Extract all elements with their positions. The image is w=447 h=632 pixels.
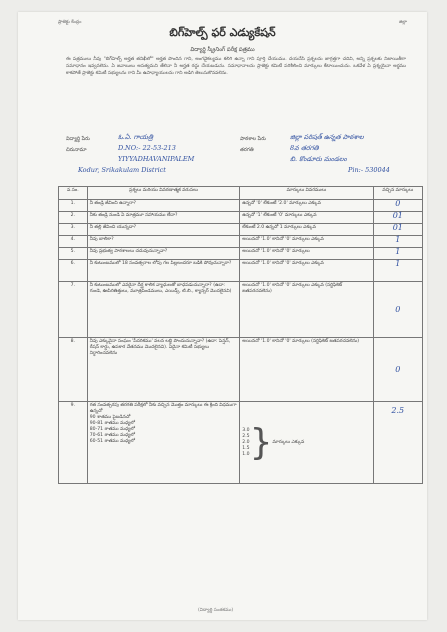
row-question: నీవు బాలికా? — [87, 236, 240, 248]
document-subtitle: విద్యార్థి స్క్రీనింగ్ పరీక్ష పత్రము — [190, 47, 255, 53]
row-marks: అయినచో '1.0' కానిచో '0' మార్కులు — [240, 248, 373, 260]
school-name-value: జిల్లా పరిషత్ ఉన్నత పాఠశాల — [290, 133, 364, 141]
row-marks: అయినచో '1.0' కానిచో '0' మార్కులు ఎక్కువ — [240, 236, 373, 248]
row-number: 8. — [59, 338, 88, 402]
table-header-row — [59, 187, 423, 200]
row-question: నీవు ఎక్కువైనా సంఘం 'పేదరికము' వలన లబ్ధి పొందుచున్నావా? (ఉదా: పెన్షన్, రేషన్ కార్డు, ఉపకార వేతనము మొదలైనవి). ఏదైనా కమిటీ సభ్యులు నిర్ధారించవలెను — [87, 338, 240, 402]
header-right: జిల్లా — [398, 20, 407, 25]
grade-points-1: 2.5 — [242, 433, 250, 439]
grade-range-3: 70-61 శాతము మధ్యలో — [89, 433, 135, 438]
row-question-grades — [87, 402, 240, 484]
table-row — [59, 248, 423, 260]
row-number: 6. — [59, 260, 88, 282]
row-score: 2.5 — [373, 402, 422, 484]
grade-points-list — [242, 428, 249, 458]
row-marks: అయినచో '1.0' కానిచో '0' మార్కులు ఎక్కువ — [240, 260, 373, 282]
row-number: 5. — [59, 248, 88, 260]
row-score: 0 — [373, 282, 422, 338]
row-question: నీ కుటుంబములో 18 సంవత్సరాల లోపు గల పిల్లలందరూ బడికి పోవుచున్నారా? — [87, 260, 240, 282]
grade-points-cell — [240, 402, 373, 484]
table-row — [59, 282, 423, 338]
col-marks-detail: మార్కులు వివరములు — [240, 187, 373, 200]
grade-points-4: 1.0 — [242, 451, 250, 457]
row-question: నీ తండ్రి జీవించి ఉన్నారా? — [87, 200, 240, 212]
row-number: 7. — [59, 282, 88, 338]
footer-signature: (విద్యార్థి సంతకము) — [198, 608, 234, 613]
row-question: నీ కుటుంబములో ఎవరైనా దీర్ఘ కాలిక వ్యాధులతో బాధపడుచున్నారా? (ఉదా: గుండె, ఊపిరితిత్తులు, మూత్రపిండములు, ఎయిడ్స్, టి.బి., క్యాన్సర్ మొదలైనవి) — [87, 282, 240, 338]
row-number: 9. — [59, 402, 88, 484]
row-marks: ఉన్నచో '0' లేకుంటే '2.0' మార్కులు ఎక్కువ — [240, 200, 373, 212]
address-value: D.NO:- 22-53-213 — [118, 144, 176, 152]
row-marks: లేకుంటే 2.0 ఉన్నచో 1 మార్కులు ఎక్కువ — [240, 224, 373, 236]
class-value: 8వ తరగతి — [290, 144, 319, 152]
row-question: గత సంవత్సరపు తరగతి పరీక్షలో నీకు వచ్చిన మొత్తం మార్కులు ఈ క్రింది విధముగా ఉన్నచో — [89, 403, 237, 414]
grade-range-0: 90 శాతము పైబడినచో — [89, 415, 131, 420]
pin-value: Pin:- 530044 — [348, 166, 390, 174]
row-marks: ఉన్నచో '1' లేకుంటే '0' మార్కులు ఎక్కువ — [240, 212, 373, 224]
grade-range-1: 90-81 శాతము మధ్యలో — [89, 421, 135, 426]
screening-table — [58, 186, 423, 484]
row-question: నీ తల్లి జీవించి యున్నదా? — [87, 224, 240, 236]
table-row — [59, 224, 423, 236]
row-score: 01 — [373, 212, 422, 224]
grade-note: మార్కులు ఎక్కువ — [272, 439, 305, 445]
row-number: 2. — [59, 212, 88, 224]
table-row — [59, 200, 423, 212]
grade-range-4: 60-51 శాతము మధ్యలో — [89, 439, 135, 444]
grade-points-0: 3.0 — [242, 427, 250, 433]
student-name-label: విద్యార్థి పేరు — [66, 136, 90, 142]
row-score: 01 — [373, 224, 422, 236]
row-score: 1 — [373, 236, 422, 248]
row-number: 1. — [59, 200, 88, 212]
table-row — [59, 338, 423, 402]
class-label: తరగతి — [240, 147, 254, 153]
row-question: నీవు ప్రభుత్వ పాఠశాలలు చదువుచున్నావా? — [87, 248, 240, 260]
grade-points-2: 2.0 — [242, 439, 250, 445]
table-row — [59, 260, 423, 282]
table-row — [59, 402, 423, 484]
instructions-paragraph: ఈ పత్రములు నీవు "బిగ్‌హెల్ప్ అర్హత తనిఖీలో" అర్హత పొందిన గాని, అంగవైకల్యము కలిగి ఉన్నా గాని పూర్తి చేయుము. దయచేసి ప్రశ్నలను జాగ్రత్తగా చదివి, అన్ని ప్రశ్నలకు నిజాయితీగా సమాధానం ఇవ్వవలెను. ఏ జవాబులు అసత్యమని తేలినా నీ అర్హత రద్దు చేయబడును. సమాధానాలను ప్రాజెక్టు కమిటీ పరిశీలించి మార్కులు కేటాయించును. ఒకవేళ ఏ ప్రశ్నయైనా అర్థము కాకపోతే ప్రాజెక్టు కమిటీ సభ్యులను గాని మీ ఉపాధ్యాయులను గాని అడిగి తెలుసుకొనవలెను. — [66, 57, 406, 76]
col-score: వచ్చిన మార్కులు — [373, 187, 422, 200]
row-score: 1 — [373, 260, 422, 282]
row-score: 0 — [373, 338, 422, 402]
table-row — [59, 212, 423, 224]
grade-points-3: 1.5 — [242, 445, 250, 451]
row-number: 3. — [59, 224, 88, 236]
row-score: 0 — [373, 200, 422, 212]
address-line-2: YIYYADHAVANIPALEM — [118, 155, 195, 163]
brace-icon: } — [249, 421, 273, 463]
row-number: 4. — [59, 236, 88, 248]
village-value: బి. కొండూరు మండలం — [290, 155, 347, 163]
row-marks: అయినచో '1.0' కానిచో '0' మార్కులు ఎక్కువ (సర్టిఫికెట్ జతపరచవలెను) — [240, 282, 373, 338]
grade-range-2: 80-71 శాతము మధ్యలో — [89, 427, 135, 432]
col-number: వ.సం. — [59, 187, 88, 200]
document-title: బిగ్‌హెల్ప్ ఫర్ ఎడ్యుకేషన్ — [169, 26, 276, 39]
grade-points-group — [242, 421, 370, 463]
document-page — [18, 12, 427, 620]
row-score: 1 — [373, 248, 422, 260]
school-name-label: పాఠశాల పేరు — [240, 136, 266, 142]
row-marks: అయినచో '1.0' కానిచో '0' మార్కులు (సర్టిఫికెట్ జతపరచవలెను) — [240, 338, 373, 402]
col-question: ప్రశ్నలు మరియు వివరణాత్మక వరుసలు — [87, 187, 240, 200]
address-label: చిరునామా — [66, 147, 87, 153]
student-name-value: ఓ.ఏ. గాయత్రి — [118, 133, 154, 141]
header-left: ప్రాజెక్టు కేంద్రం — [58, 20, 82, 25]
table-row — [59, 236, 423, 248]
row-question: నీకు తండ్రి నుండి ఏ మాత్రమూ సహాయము లేదా? — [87, 212, 240, 224]
address-line-3: Kodur, Srikakulam District — [78, 166, 166, 174]
